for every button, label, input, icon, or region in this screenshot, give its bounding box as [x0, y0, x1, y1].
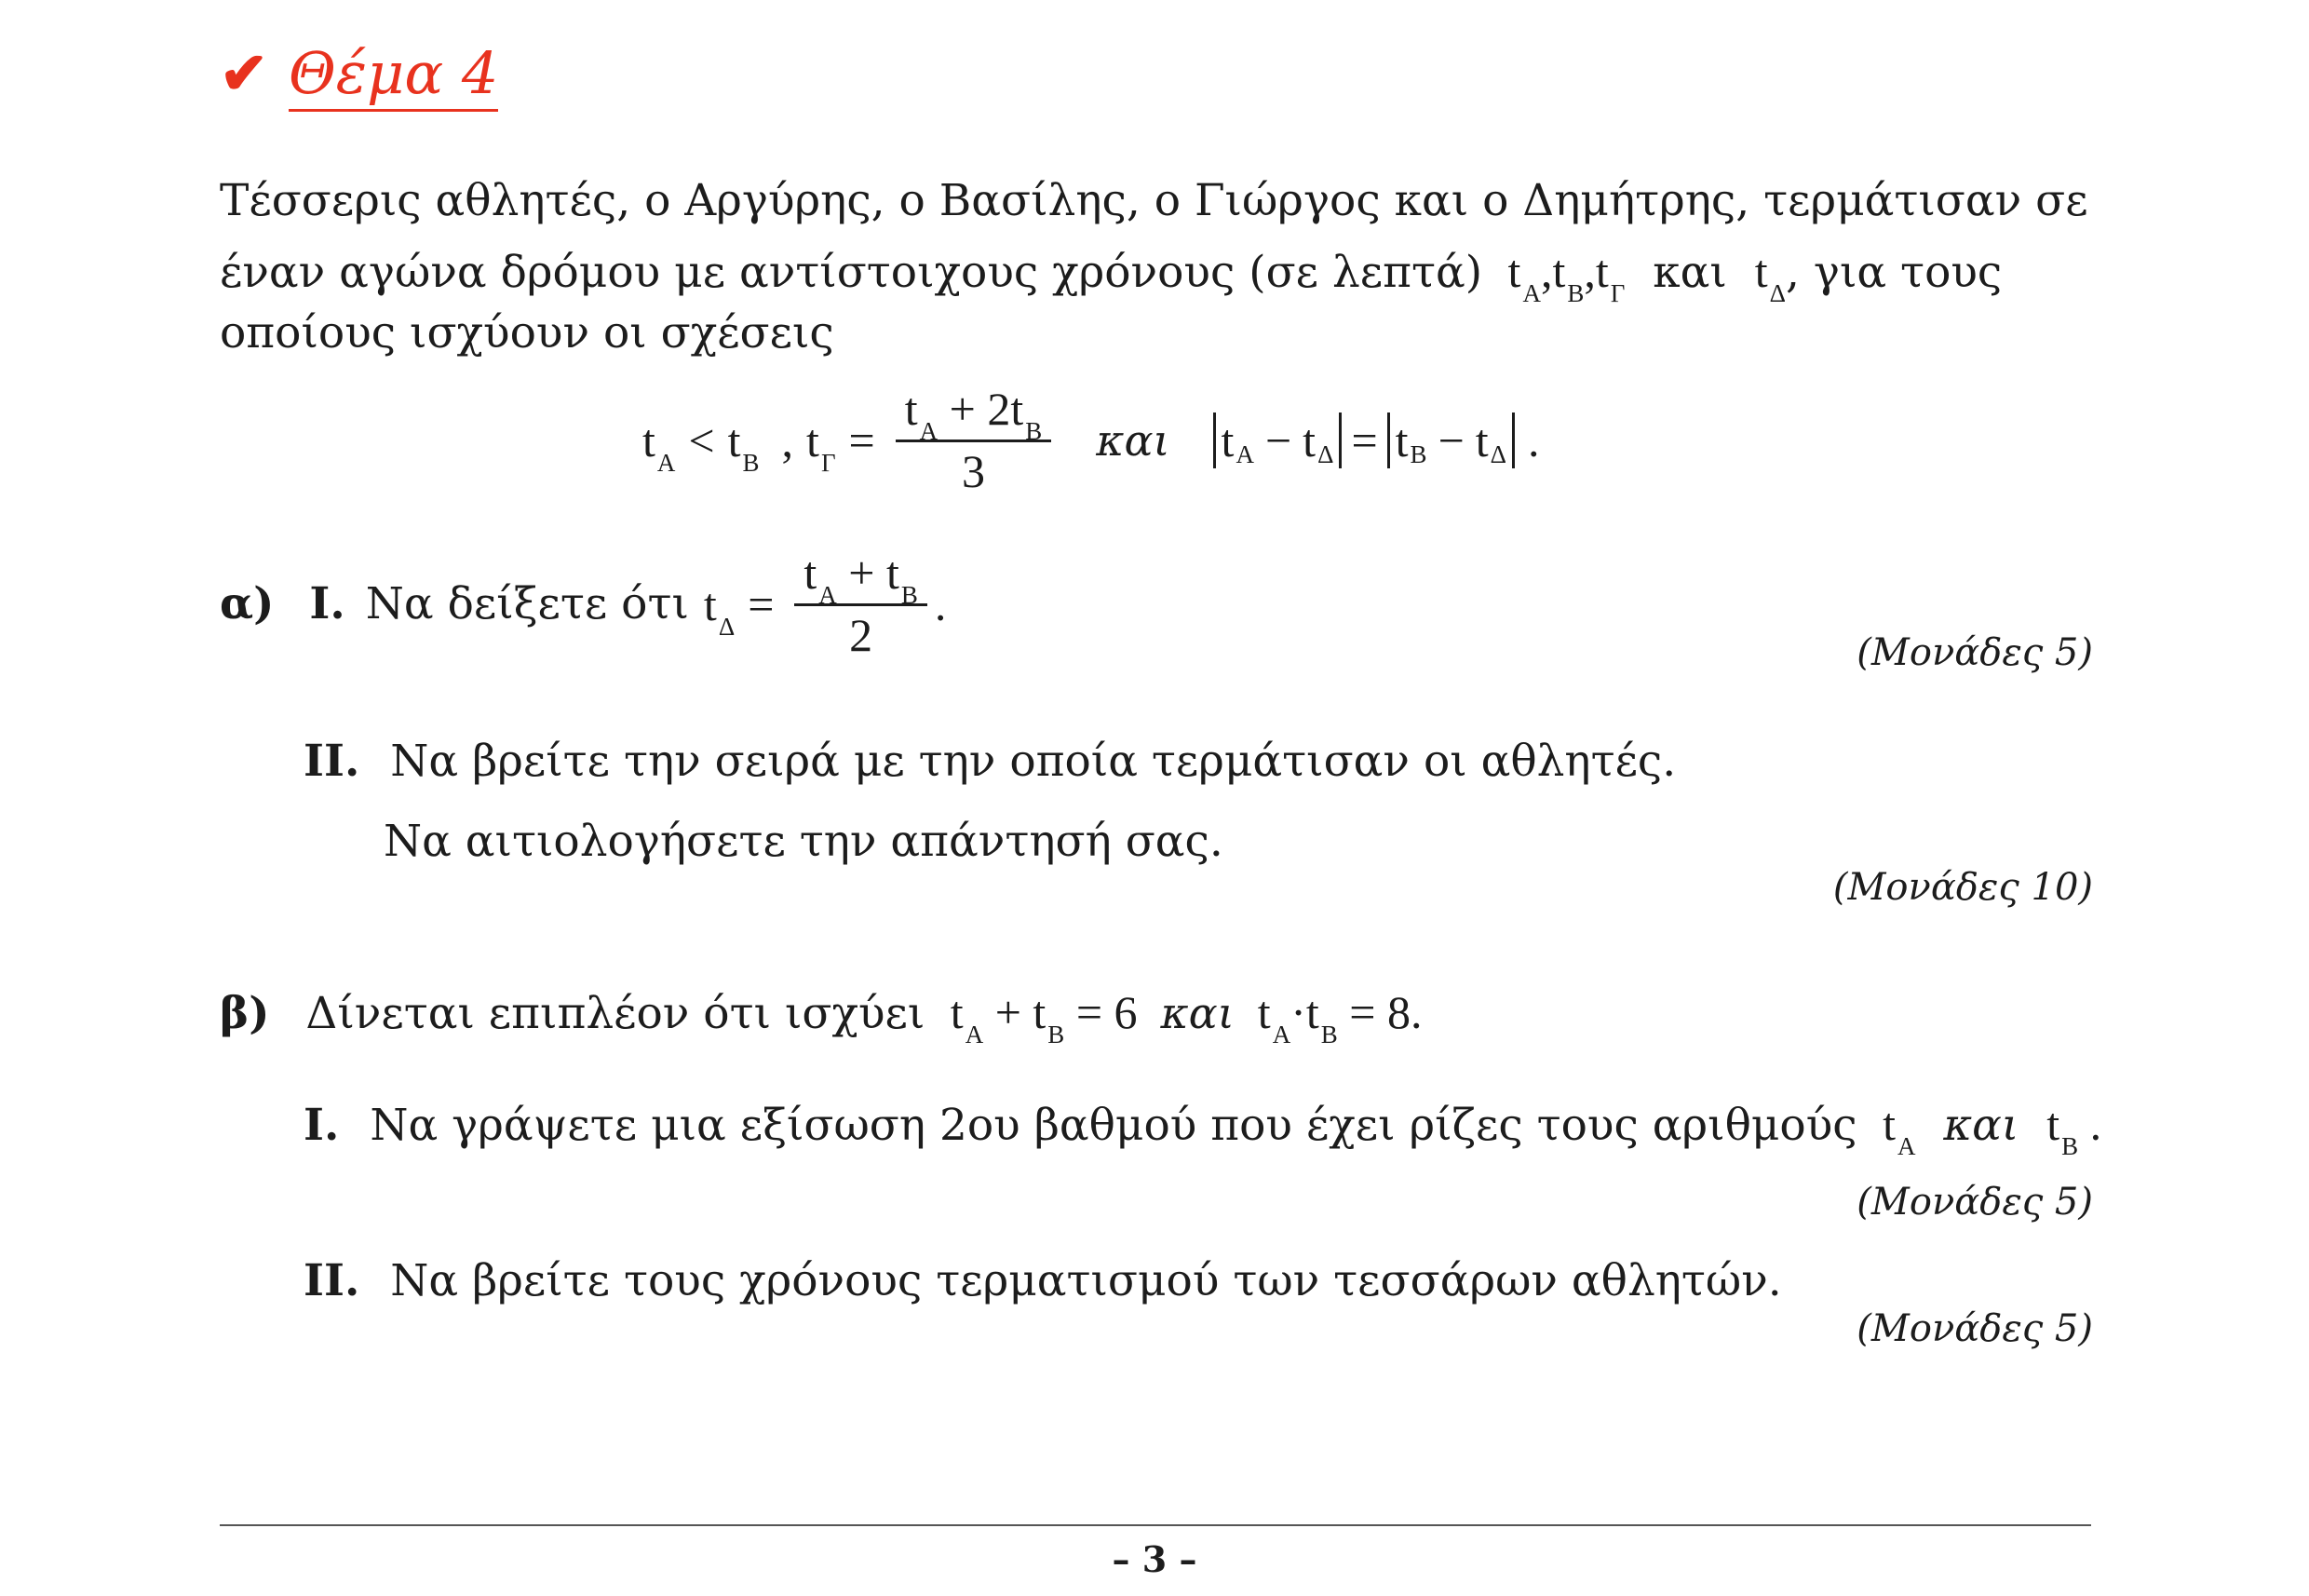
- part-b-i: I. Να γράψετε μια εξίσωση 2ου βαθμού που έχει ρίζες τους αριθμούς $t_A$ και $t_B$ .: [304, 1098, 2102, 1160]
- part-a-i-text: Να δείξετε ότι: [365, 578, 689, 629]
- t-delta: $t_\Delta$: [1754, 245, 1786, 307]
- checkmark-icon: ✔: [220, 39, 268, 107]
- part-a-ii-text-2: Να αιτιολογήσετε την απάντησή σας.: [384, 816, 1223, 867]
- marks-a-ii: (Μονάδες 10): [1832, 866, 2093, 909]
- intro-line-2: [220, 244, 2003, 307]
- part-a-ii-text-1: Να βρείτε την σειρά με την οποία τερμάτισαν οι αθλητές.: [390, 736, 1677, 787]
- section-title: [220, 39, 498, 107]
- marks-b-ii: (Μονάδες 5): [1857, 1307, 2093, 1350]
- fraction-t-delta: $\frac{t_A + t_B}{2}$: [794, 546, 927, 662]
- part-a-i: α) I. Να δείξετε ότι $t_\Delta$ = $\frac{t_A + t_B}{2}$ .: [220, 547, 947, 661]
- and-word: και: [1653, 247, 1727, 298]
- footer-divider: [220, 1524, 2091, 1526]
- part-b-ii-text: Να βρείτε τους χρόνους τερματισμού των τεσσάρων αθλητών.: [390, 1255, 1782, 1306]
- intro-line-2-text: έναν αγώνα δρόμου με αντίστοιχους χρόνους (σε λεπτά): [220, 247, 1483, 298]
- marks-a-i: (Μονάδες 5): [1857, 631, 2093, 674]
- relations-formula: $t_A$ < $t_B$ , $t_\Gamma$ = $\frac{t_A + 2t_B}{3}$ και t A − t Δ = t B − t Δ .: [642, 383, 1540, 497]
- intro-line-2-suffix: , για τους: [1785, 247, 2003, 298]
- marks-b-i: (Μονάδες 5): [1857, 1181, 2093, 1224]
- part-b-ii-label: II.: [304, 1255, 360, 1306]
- part-a-ii-label: II.: [304, 736, 360, 787]
- time-variables: $t_A,t_B,t_\Gamma$: [1507, 245, 1626, 307]
- part-b-i-label: I.: [304, 1100, 340, 1151]
- part-b-label: β): [220, 988, 270, 1039]
- intro-line-1: Τέσσερις αθλητές, ο Αργύρης, ο Βασίλης, ο Γιώργος και ο Δημήτρης, τερμάτισαν σε: [220, 175, 2088, 226]
- part-b-intro-text: Δίνεται επιπλέον ότι ισχύει: [305, 988, 925, 1039]
- title-text: Θέμα 4: [289, 39, 498, 112]
- part-b-ii: [304, 1255, 1782, 1306]
- part-b-i-text: Να γράψετε μια εξίσωση 2ου βαθμού που έχει ρίζες τους αριθμούς: [370, 1100, 1857, 1151]
- part-a-i-label: I.: [309, 578, 345, 629]
- part-b-intro: [220, 985, 1423, 1048]
- part-a-label: α): [220, 578, 275, 629]
- part-a-ii-line-1: [304, 736, 1676, 787]
- intro-line-3: οποίους ισχύουν οι σχέσεις: [220, 307, 834, 358]
- page-number: – 3 –: [1112, 1538, 1197, 1580]
- sum-product-conditions: $t_A + t_B = 6$ και $t_A\cdot t_B = 8$.: [950, 986, 1423, 1048]
- fraction-t-gamma: $\frac{t_A + 2t_B}{3}$: [896, 382, 1052, 498]
